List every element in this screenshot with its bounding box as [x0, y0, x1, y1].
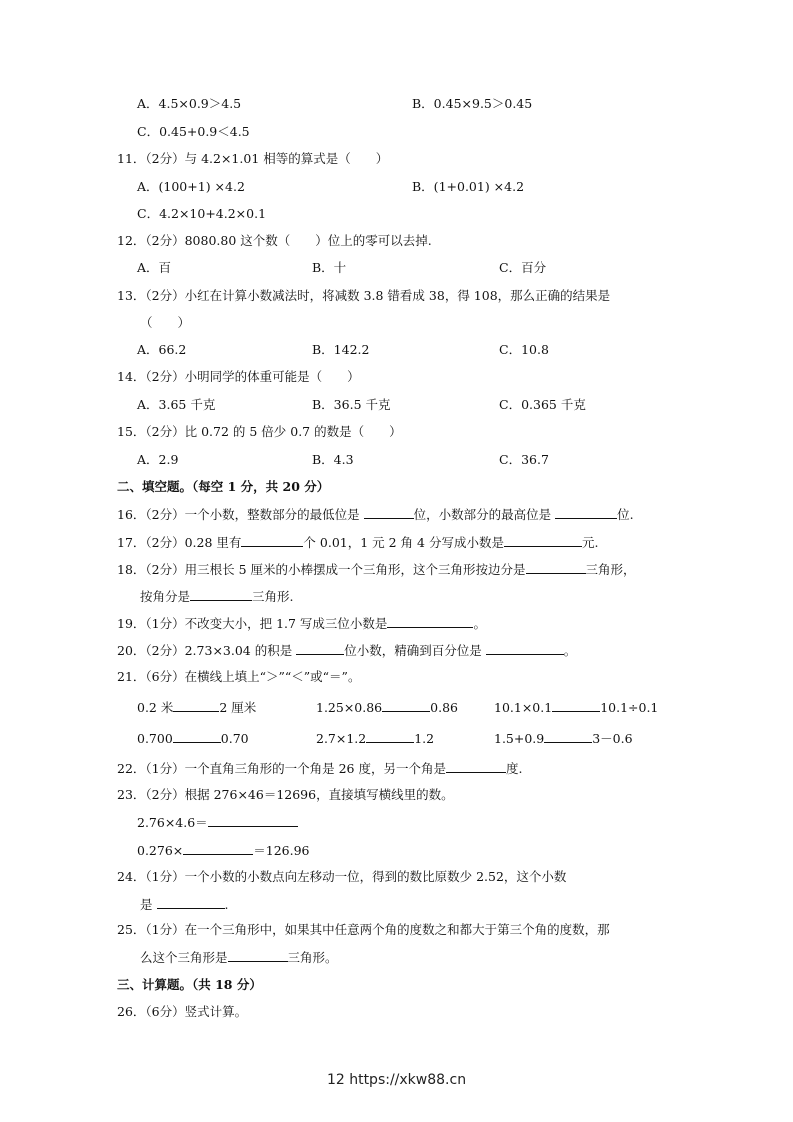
question-20 [117, 642, 576, 659]
answer-blank[interactable] [555, 506, 617, 519]
option-c: C．0.365 千克 [499, 397, 586, 412]
compare-item [316, 730, 434, 747]
option-c: C．10.8 [499, 342, 549, 357]
answer-blank[interactable] [526, 561, 586, 574]
text: 2.76×4.6＝ [137, 815, 208, 830]
question-12: 12．（2分）8080.80 这个数（ ）位上的零可以去掉. [117, 233, 432, 248]
answer-blank[interactable] [241, 534, 303, 547]
compare-item [137, 699, 256, 716]
answer-blank[interactable] [504, 534, 582, 547]
question-11: 11．（2分）与 4.2×1.01 相等的算式是（ ） [117, 151, 389, 166]
answer-blank[interactable] [552, 699, 600, 712]
option-b: B．0.45×9.5＞0.45 [412, 96, 533, 111]
text: 是 [140, 897, 153, 912]
question-25-cont [140, 949, 338, 966]
text: 3－0.6 [592, 731, 633, 746]
question-16 [117, 506, 634, 523]
question-24: 24．（1分）一个小数的小数点向左移动一位，得到的数比原数少 2.52，这个小数 [117, 869, 567, 884]
answer-blank[interactable] [183, 842, 253, 855]
option-a: A．3.65 千克 [137, 397, 216, 412]
text: 2 厘米 [219, 700, 257, 715]
text: 10.1÷0.1 [600, 700, 659, 715]
question-15: 15．（2分）比 0.72 的 5 倍少 0.7 的数是（ ） [117, 424, 402, 439]
question-17 [117, 534, 598, 551]
text: 1.5+0.9 [494, 731, 545, 746]
text: 19．（1分）不改变大小，把 1.7 写成三位小数是 [117, 616, 388, 631]
text: 20．（2分）2.73×3.04 的积是 [117, 643, 293, 658]
section-heading: 二、填空题。（每空 1 分，共 20 分） [117, 479, 330, 494]
compare-item [494, 730, 633, 747]
answer-blank[interactable] [544, 730, 592, 743]
answer-blank[interactable] [387, 615, 473, 628]
option-b: B．36.5 千克 [312, 397, 391, 412]
option-a: A．2.9 [137, 452, 179, 467]
text: 0.276× [137, 843, 184, 858]
question-19 [117, 615, 486, 632]
text: 三角形， [585, 562, 636, 577]
compare-item [494, 699, 658, 716]
option-b: B．4.3 [312, 452, 354, 467]
text: 三角形. [252, 589, 294, 604]
option-c: C．0.45+0.9＜4.5 [137, 124, 250, 139]
question-21: 21．（6分）在横线上填上“＞”“＜”或“＝”。 [117, 669, 361, 684]
text: 2.7×1.2 [316, 731, 367, 746]
answer-blank[interactable] [382, 699, 430, 712]
answer-blank[interactable] [446, 760, 506, 773]
text: 10.1×0.1 [494, 700, 553, 715]
answer-blank[interactable] [366, 730, 414, 743]
answer-blank[interactable] [173, 730, 221, 743]
page-footer: 12 https://xkw88.cn [326, 1072, 467, 1088]
question-22 [117, 760, 522, 777]
text: 按角分是 [140, 589, 191, 604]
compare-item [316, 699, 458, 716]
text: 0.2 米 [137, 700, 174, 715]
answer-blank[interactable] [486, 642, 564, 655]
text: 元. [581, 535, 599, 550]
option-c: C．36.7 [499, 452, 549, 467]
option-b: B．(1+0.01) ×4.2 [412, 179, 525, 194]
text: 位，小数部分的最高位是 [413, 507, 552, 522]
answer-blank[interactable] [364, 506, 414, 519]
option-b: B．142.2 [312, 342, 370, 357]
question-18 [117, 561, 636, 578]
answer-blank[interactable] [296, 642, 344, 655]
question-23: 23．（2分）根据 276×46＝12696，直接填写横线里的数。 [117, 787, 454, 802]
text: 1.2 [414, 731, 435, 746]
section-heading: 三、计算题。（共 18 分） [117, 977, 262, 992]
text: 么这个三角形是 [140, 950, 228, 965]
text: 17．（2分）0.28 里有 [117, 535, 242, 550]
question-26: 26．（6分）竖式计算。 [117, 1004, 248, 1019]
question-18-cont [140, 588, 294, 605]
answer-blank[interactable] [208, 814, 298, 827]
option-a: A．4.5×0.9＞4.5 [137, 96, 242, 111]
text: 位小数，精确到百分位是 [344, 643, 482, 658]
text: 22．（1分）一个直角三角形的一个角是 26 度，另一个角是 [117, 761, 446, 776]
text: 三角形。 [287, 950, 338, 965]
answer-blank[interactable] [190, 588, 252, 601]
text: 1.25×0.86 [316, 700, 383, 715]
answer-blank[interactable] [228, 949, 288, 962]
text: 0.700 [137, 731, 173, 746]
question-25: 25．（1分）在一个三角形中，如果其中任意两个角的度数之和都大于第三个角的度数，那 [117, 922, 610, 937]
equation-line [137, 842, 310, 859]
text: 0.70 [220, 731, 249, 746]
answer-paren: （ ） [140, 315, 191, 330]
answer-blank[interactable] [173, 699, 219, 712]
option-c: C．百分 [499, 260, 547, 275]
text: 度. [505, 761, 523, 776]
option-a: A．(100+1) ×4.2 [137, 179, 245, 194]
question-24-cont [140, 896, 228, 913]
text: 位. [617, 507, 634, 522]
option-b: B．十 [312, 260, 347, 275]
text: 18．（2分）用三根长 5 厘米的小棒摆成一个三角形，这个三角形按边分是 [117, 562, 526, 577]
text: . [224, 897, 229, 912]
equation-line [137, 814, 298, 831]
question-14: 14．（2分）小明同学的体重可能是（ ） [117, 369, 360, 384]
text: 0.86 [430, 700, 458, 715]
text: 个 0.01，1 元 2 角 4 分写成小数是 [303, 535, 504, 550]
answer-blank[interactable] [157, 896, 225, 909]
question-13: 13．（2分）小红在计算小数减法时，将减数 3.8 错看成 38，得 108，那么正确的结果是 [117, 288, 611, 303]
text: 。 [473, 616, 486, 631]
option-a: A．66.2 [137, 342, 187, 357]
option-a: A．百 [137, 260, 172, 275]
text: ＝126.96 [253, 843, 310, 858]
text: 16．（2分）一个小数，整数部分的最低位是 [117, 507, 360, 522]
text: 。 [563, 643, 577, 658]
option-c: C．4.2×10+4.2×0.1 [137, 206, 267, 221]
compare-item [137, 730, 249, 747]
